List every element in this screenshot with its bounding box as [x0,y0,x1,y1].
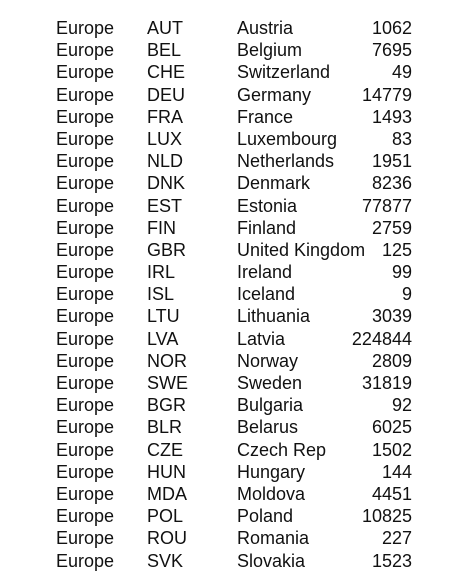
country-code-cell[interactable]: LVA [147,328,179,349]
country-code-cell[interactable]: HUN [147,461,186,482]
table-row[interactable] [0,372,472,394]
table-row[interactable] [0,505,472,527]
country-code-cell[interactable]: GBR [147,239,187,260]
region-cell[interactable]: Europe [56,106,115,127]
region-cell[interactable]: Europe [56,461,115,482]
table-row[interactable] [0,283,472,305]
table-row[interactable] [0,328,472,350]
table-row[interactable] [0,195,472,217]
country-name-cell[interactable]: Netherlands [237,151,335,172]
country-code-cell[interactable]: NOR [147,350,187,371]
value-cell[interactable]: 77877 [361,195,412,216]
value-cell[interactable]: 2759 [371,217,412,238]
table-row[interactable] [0,261,472,283]
value-cell[interactable]: 83 [391,128,412,149]
value-cell[interactable]: 92 [391,395,412,416]
value-cell[interactable]: 6025 [371,417,412,438]
value-cell[interactable]: 125 [381,239,412,260]
region-cell[interactable]: Europe [56,439,115,460]
country-code-cell[interactable]: MDA [147,483,187,504]
country-code-cell[interactable]: DNK [147,173,186,194]
table-row[interactable] [0,550,472,572]
country-name-cell[interactable]: Belgium [237,40,303,61]
value-cell[interactable]: 99 [391,262,412,283]
country-code-cell[interactable]: FRA [147,106,183,127]
value-cell[interactable]: 227 [381,528,412,549]
value-cell[interactable]: 8236 [371,173,412,194]
country-name-cell[interactable]: Austria [237,18,294,38]
region-cell[interactable]: Europe [56,395,115,416]
country-code-cell[interactable]: POL [147,506,184,527]
value-cell[interactable]: 1062 [371,18,412,38]
country-code-cell[interactable]: AUT [147,18,183,38]
table-row[interactable] [0,128,472,150]
region-cell[interactable]: Europe [56,151,115,172]
value-cell[interactable]: 2809 [371,350,412,371]
table-row[interactable] [0,416,472,438]
table-row[interactable] [0,172,472,194]
country-name-cell[interactable]: Denmark [237,173,311,194]
country-code-cell[interactable]: SWE [147,373,189,393]
value-cell[interactable]: 10825 [361,506,412,527]
country-name-cell[interactable]: Germany [237,84,312,105]
value-cell[interactable]: 1493 [371,106,412,127]
country-code-cell[interactable]: SVK [147,550,184,571]
region-cell[interactable]: Europe [56,18,115,38]
country-name-cell[interactable]: Switzerland [237,62,331,83]
country-code-cell[interactable]: ROU [147,528,187,549]
country-name-cell[interactable]: Sweden [237,373,303,393]
table-row[interactable] [0,439,472,461]
country-code-cell[interactable]: CZE [147,439,183,460]
table-row[interactable] [0,461,472,483]
value-cell[interactable]: 1502 [371,439,412,460]
table-row[interactable] [0,84,472,106]
country-code-cell[interactable]: DEU [147,84,186,105]
country-name-cell[interactable]: Moldova [237,483,306,504]
country-code-cell[interactable]: NLD [147,151,184,172]
country-name-cell[interactable]: Finland [237,217,297,238]
table-row[interactable] [0,239,472,261]
region-cell[interactable]: Europe [56,262,115,283]
country-name-cell[interactable]: Slovakia [237,550,306,571]
region-cell[interactable]: Europe [56,62,115,83]
table-row[interactable] [0,305,472,327]
country-name-cell[interactable]: Hungary [237,461,306,482]
country-name-cell[interactable]: Lithuania [237,306,311,327]
country-code-cell[interactable]: LUX [147,128,183,149]
country-name-cell[interactable]: Iceland [237,284,296,305]
country-code-cell[interactable]: CHE [147,62,186,83]
country-name-cell[interactable]: Bulgaria [237,395,304,416]
region-cell[interactable]: Europe [56,350,115,371]
country-name-cell[interactable]: Luxembourg [237,128,338,149]
country-name-cell[interactable]: Poland [237,506,294,527]
region-cell[interactable]: Europe [56,306,115,327]
region-cell[interactable]: Europe [56,128,115,149]
country-name-cell[interactable]: Czech Rep [237,439,327,460]
region-cell[interactable]: Europe [56,40,115,61]
table-row[interactable] [0,150,472,172]
country-name-cell[interactable]: Belarus [237,417,299,438]
table-row[interactable] [0,61,472,83]
region-cell[interactable]: Europe [56,328,115,349]
value-cell[interactable]: 9 [401,284,412,305]
region-cell[interactable]: Europe [56,528,115,549]
country-code-cell[interactable]: LTU [147,306,180,327]
region-cell[interactable]: Europe [56,373,115,393]
country-name-cell[interactable]: Ireland [237,262,293,283]
country-name-cell[interactable]: Estonia [237,195,298,216]
country-name-cell[interactable]: United Kingdom [237,239,366,260]
value-cell[interactable]: 3039 [371,306,412,327]
table-row[interactable] [0,39,472,61]
table-row[interactable] [0,217,472,239]
region-cell[interactable]: Europe [56,550,115,571]
region-cell[interactable]: Europe [56,217,115,238]
country-name-cell[interactable]: Latvia [237,328,286,349]
value-cell[interactable]: 1951 [371,151,412,172]
country-code-cell[interactable]: BEL [147,40,182,61]
region-cell[interactable]: Europe [56,483,115,504]
region-cell[interactable]: Europe [56,506,115,527]
value-cell[interactable]: 224844 [351,328,412,349]
value-cell[interactable]: 14779 [361,84,412,105]
value-cell[interactable]: 1523 [371,550,412,571]
table-row[interactable] [0,394,472,416]
spreadsheet-table [0,17,472,572]
region-cell[interactable]: Europe [56,173,115,194]
country-name-cell[interactable]: Norway [237,350,299,371]
value-cell[interactable]: 31819 [361,373,412,393]
country-code-cell[interactable]: FIN [147,217,176,238]
value-cell[interactable]: 7695 [371,40,412,61]
country-code-cell[interactable]: IRL [147,262,176,283]
value-cell[interactable]: 49 [391,62,412,83]
value-cell[interactable]: 4451 [371,483,412,504]
country-code-cell[interactable]: BLR [147,417,183,438]
region-cell[interactable]: Europe [56,417,115,438]
country-code-cell[interactable]: BGR [147,395,187,416]
table-row[interactable] [0,350,472,372]
table-row[interactable] [0,527,472,549]
region-cell[interactable]: Europe [56,239,115,260]
country-code-cell[interactable]: ISL [147,284,175,305]
table-row[interactable] [0,106,472,128]
region-cell[interactable]: Europe [56,84,115,105]
table-row[interactable] [0,483,472,505]
table-row[interactable] [0,17,472,39]
region-cell[interactable]: Europe [56,195,115,216]
region-cell[interactable]: Europe [56,284,115,305]
country-code-cell[interactable]: EST [147,195,183,216]
country-name-cell[interactable]: France [237,106,294,127]
country-name-cell[interactable]: Romania [237,528,310,549]
value-cell[interactable]: 144 [381,461,412,482]
